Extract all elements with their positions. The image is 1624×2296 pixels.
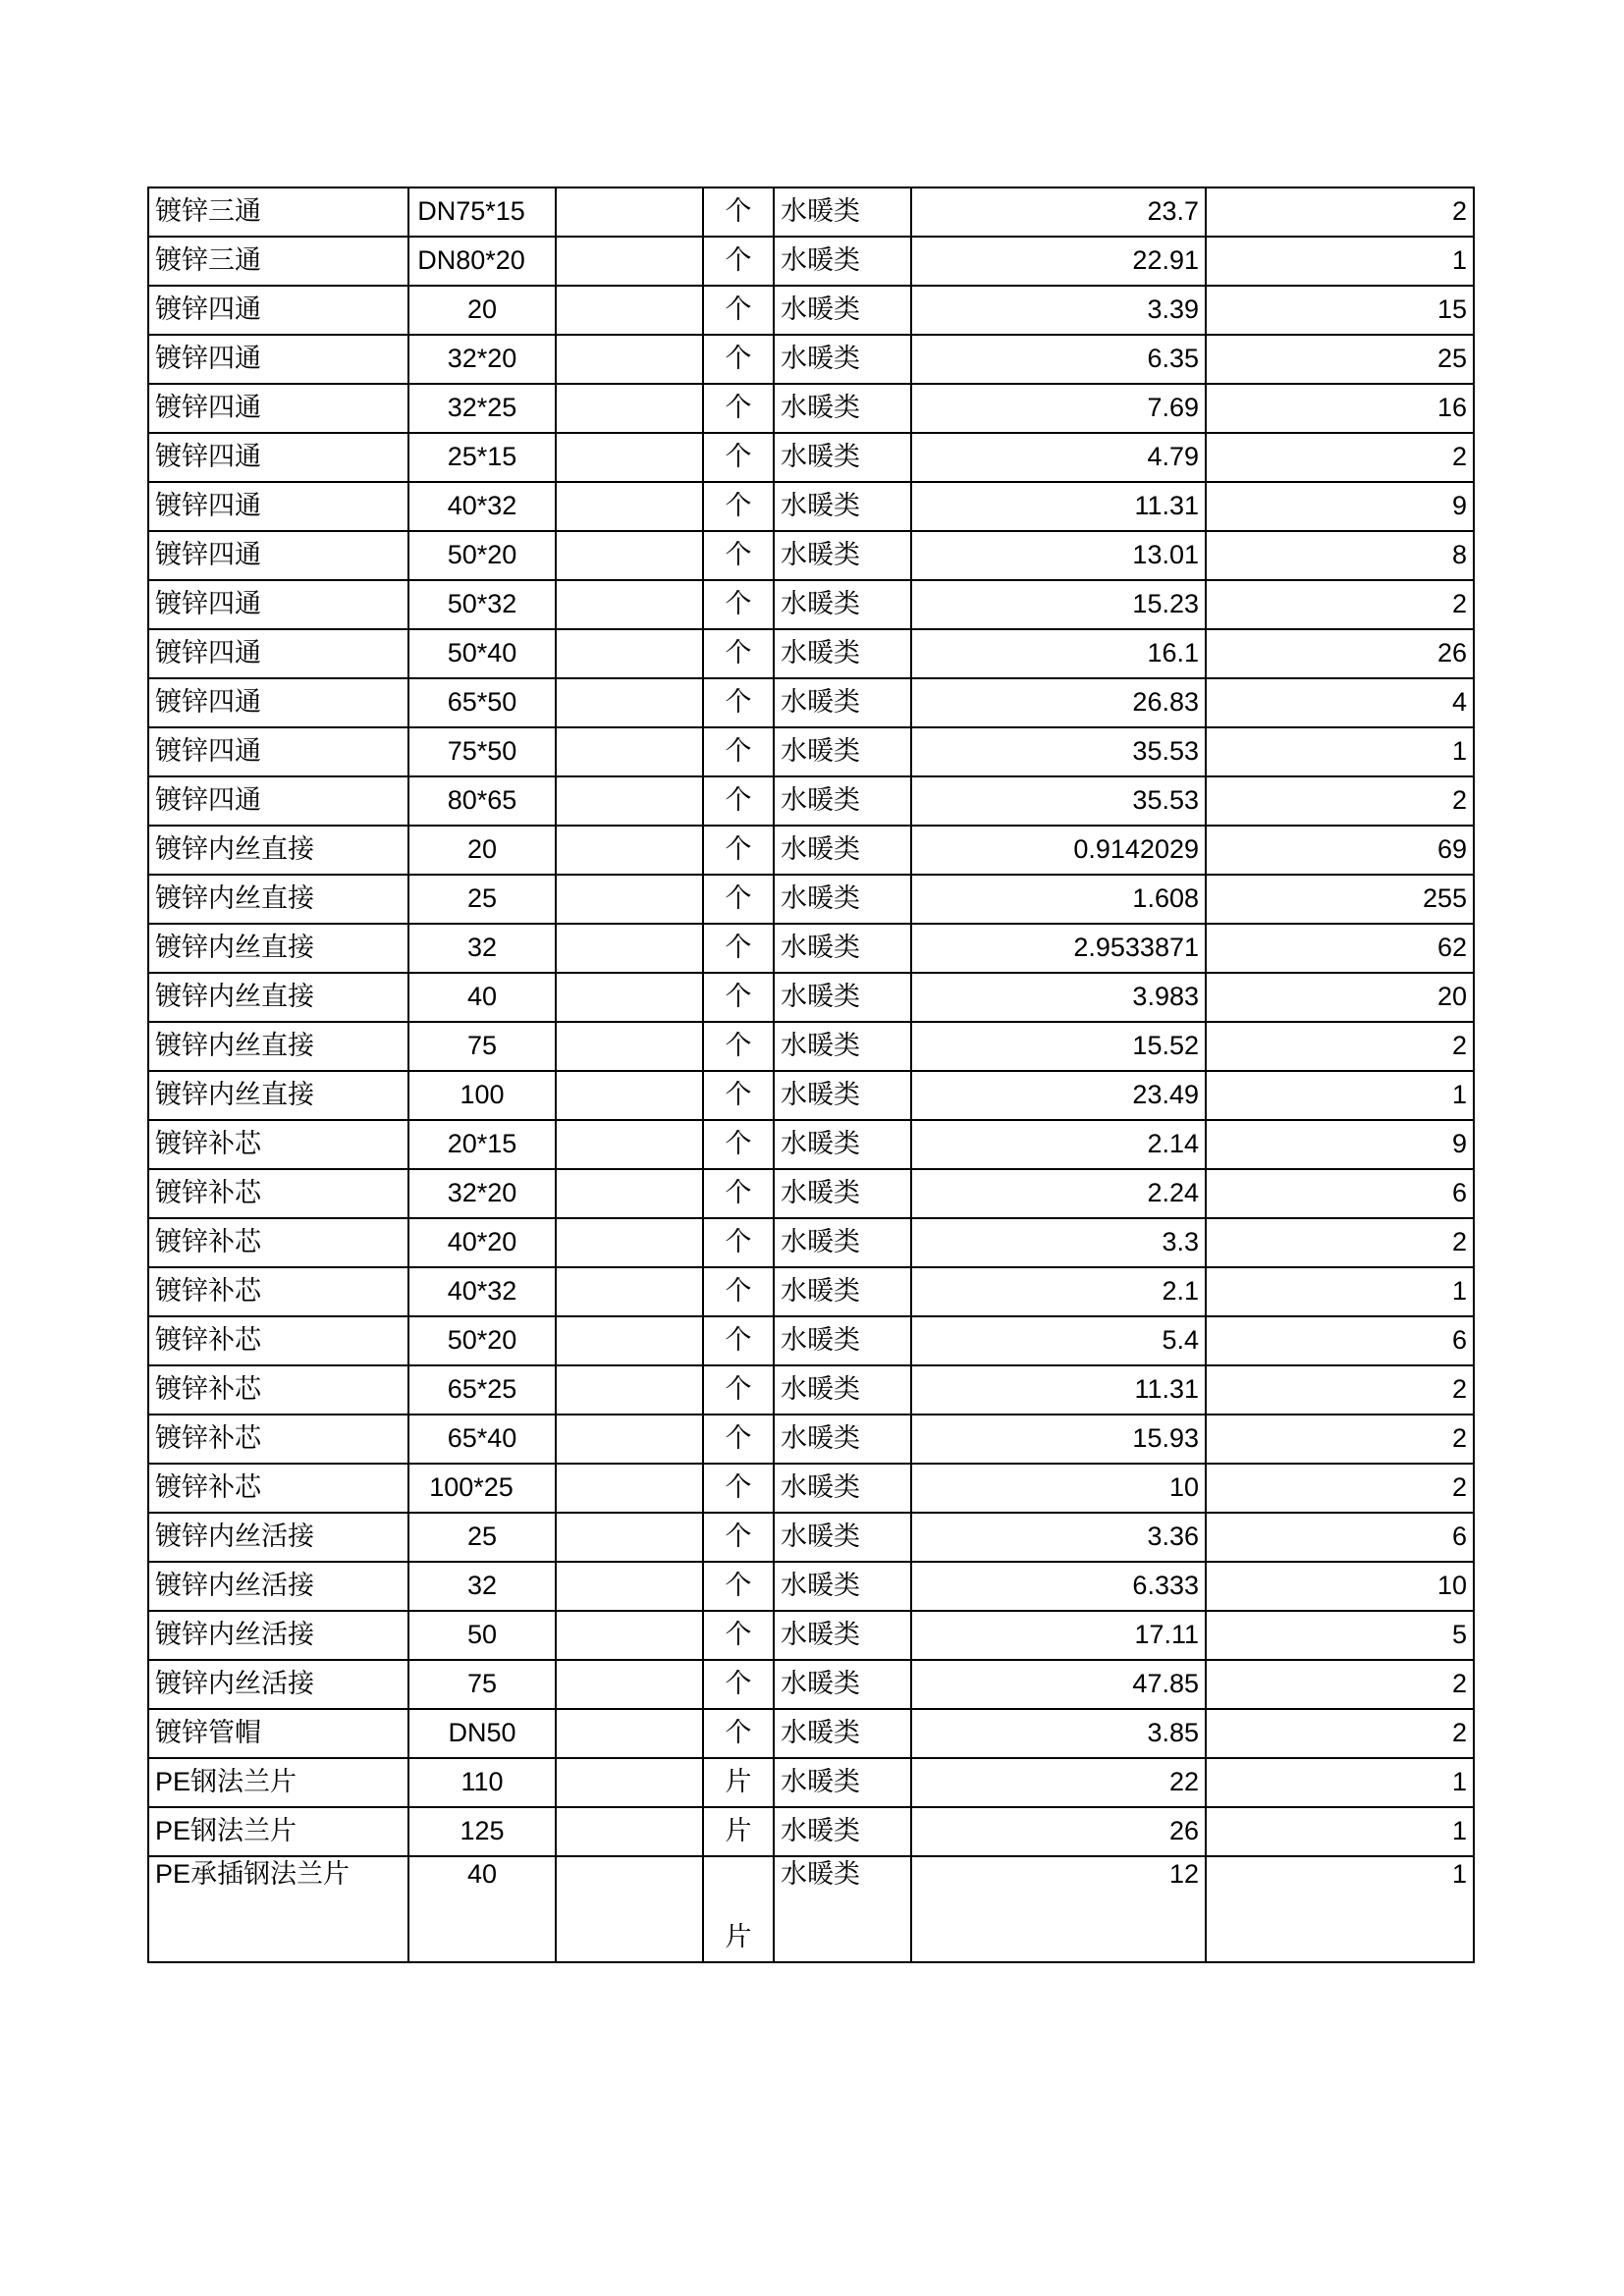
table-row: [148, 1856, 1474, 1962]
table-row: [148, 1415, 1474, 1464]
cell-item-name: 镀锌四通: [148, 629, 408, 678]
cell-specification-text: DN80*20: [417, 245, 525, 276]
cell-unit: 片: [703, 1758, 774, 1807]
cell-unit: 个: [703, 1415, 774, 1464]
cell-price: 22: [911, 1758, 1206, 1807]
cell-specification: 110: [408, 1758, 556, 1807]
cell-item-name: 镀锌补芯: [148, 1415, 408, 1464]
table-row: [148, 1660, 1474, 1709]
cell-quantity: 20: [1206, 973, 1474, 1022]
cell-price: 35.53: [911, 727, 1206, 776]
cell-blank: [556, 531, 703, 580]
cell-category: 水暖类: [774, 1218, 911, 1267]
table-row: [148, 482, 1474, 531]
cell-category: 水暖类: [774, 826, 911, 875]
cell-item-name: 镀锌三通: [148, 187, 408, 237]
cell-quantity: 1: [1206, 1071, 1474, 1120]
cell-category: 水暖类: [774, 1415, 911, 1464]
table-row: [148, 826, 1474, 875]
table-row: [148, 1267, 1474, 1316]
cell-quantity: 26: [1206, 629, 1474, 678]
cell-price: 22.91: [911, 237, 1206, 286]
cell-blank: [556, 1169, 703, 1218]
cell-category: 水暖类: [774, 482, 911, 531]
cell-category: 水暖类: [774, 776, 911, 826]
cell-item-name: 镀锌补芯: [148, 1169, 408, 1218]
cell-quantity: 2: [1206, 187, 1474, 237]
table-row: [148, 973, 1474, 1022]
table-row: [148, 1464, 1474, 1513]
cell-quantity: 6: [1206, 1513, 1474, 1562]
table-row: [148, 629, 1474, 678]
cell-price: 3.3: [911, 1218, 1206, 1267]
cell-blank: [556, 335, 703, 384]
cell-price: 3.36: [911, 1513, 1206, 1562]
cell-unit: 个: [703, 187, 774, 237]
cell-price: 3.85: [911, 1709, 1206, 1758]
cell-price: 2.14: [911, 1120, 1206, 1169]
cell-quantity: 9: [1206, 482, 1474, 531]
cell-specification: 80*65: [408, 776, 556, 826]
cell-specification: 32*25: [408, 384, 556, 433]
cell-specification: 40*32: [408, 482, 556, 531]
cell-unit: 个: [703, 580, 774, 629]
table-row: [148, 286, 1474, 335]
cell-unit: 个: [703, 1562, 774, 1611]
cell-item-name: PE承插钢法兰片: [148, 1856, 408, 1962]
cell-unit: 个: [703, 1660, 774, 1709]
cell-unit: 个: [703, 1218, 774, 1267]
cell-unit: 个: [703, 973, 774, 1022]
cell-specification: 75: [408, 1660, 556, 1709]
cell-quantity: 1: [1206, 1807, 1474, 1856]
cell-specification: 40*20: [408, 1218, 556, 1267]
cell-price: 0.9142029: [911, 826, 1206, 875]
cell-item-name: 镀锌内丝直接: [148, 826, 408, 875]
cell-unit: 个: [703, 875, 774, 924]
cell-quantity: 4: [1206, 678, 1474, 727]
cell-quantity: 1: [1206, 1267, 1474, 1316]
cell-category: 水暖类: [774, 580, 911, 629]
cell-category: 水暖类: [774, 973, 911, 1022]
cell-specification: 32*20: [408, 1169, 556, 1218]
cell-price: 26.83: [911, 678, 1206, 727]
cell-category: 水暖类: [774, 1660, 911, 1709]
cell-blank: [556, 580, 703, 629]
cell-blank: [556, 237, 703, 286]
table-row: [148, 1120, 1474, 1169]
table-row: [148, 1365, 1474, 1415]
cell-price: 15.23: [911, 580, 1206, 629]
cell-item-name: 镀锌内丝直接: [148, 924, 408, 973]
cell-price: 47.85: [911, 1660, 1206, 1709]
table-row: [148, 1758, 1474, 1807]
cell-item-name: 镀锌内丝活接: [148, 1611, 408, 1660]
cell-category: 水暖类: [774, 1120, 911, 1169]
cell-specification: 100: [408, 1071, 556, 1120]
cell-quantity: 2: [1206, 1022, 1474, 1071]
cell-quantity: 8: [1206, 531, 1474, 580]
cell-specification: 20*15: [408, 1120, 556, 1169]
cell-category: 水暖类: [774, 335, 911, 384]
cell-price: 2.9533871: [911, 924, 1206, 973]
cell-unit: 个: [703, 1513, 774, 1562]
cell-price: 26: [911, 1807, 1206, 1856]
cell-price: 23.49: [911, 1071, 1206, 1120]
cell-specification: [408, 1464, 556, 1513]
cell-item-name: 镀锌四通: [148, 727, 408, 776]
cell-price: 5.4: [911, 1316, 1206, 1365]
cell-item-name: 镀锌内丝活接: [148, 1562, 408, 1611]
inventory-table: [147, 187, 1475, 1963]
table-row: [148, 1218, 1474, 1267]
table-row: [148, 237, 1474, 286]
table-row: [148, 1513, 1474, 1562]
cell-category: 水暖类: [774, 1807, 911, 1856]
cell-blank: [556, 482, 703, 531]
cell-blank: [556, 1807, 703, 1856]
cell-item-name: 镀锌四通: [148, 286, 408, 335]
cell-item-name: 镀锌四通: [148, 482, 408, 531]
table-row: [148, 1022, 1474, 1071]
cell-specification: 50: [408, 1611, 556, 1660]
cell-blank: [556, 433, 703, 482]
cell-unit: 个: [703, 629, 774, 678]
cell-unit: 个: [703, 1464, 774, 1513]
cell-blank: [556, 1316, 703, 1365]
cell-quantity: 9: [1206, 1120, 1474, 1169]
cell-blank: [556, 629, 703, 678]
cell-blank: [556, 1120, 703, 1169]
cell-unit: 个: [703, 924, 774, 973]
cell-unit: 个: [703, 433, 774, 482]
cell-blank: [556, 1709, 703, 1758]
cell-item-name: 镀锌管帽: [148, 1709, 408, 1758]
cell-specification: [408, 237, 556, 286]
cell-specification: 20: [408, 286, 556, 335]
cell-specification: 75*50: [408, 727, 556, 776]
cell-quantity: 2: [1206, 1365, 1474, 1415]
cell-specification: 125: [408, 1807, 556, 1856]
cell-category: 水暖类: [774, 629, 911, 678]
cell-quantity: 2: [1206, 1709, 1474, 1758]
cell-specification: 65*25: [408, 1365, 556, 1415]
cell-item-name: 镀锌补芯: [148, 1316, 408, 1365]
cell-price: 6.333: [911, 1562, 1206, 1611]
cell-blank: [556, 1856, 703, 1962]
cell-blank: [556, 1218, 703, 1267]
cell-quantity: 6: [1206, 1169, 1474, 1218]
cell-quantity: 15: [1206, 286, 1474, 335]
cell-unit: 个: [703, 286, 774, 335]
cell-unit: 个: [703, 1365, 774, 1415]
cell-unit: 个: [703, 1611, 774, 1660]
cell-item-name: PE钢法兰片: [148, 1807, 408, 1856]
cell-category: 水暖类: [774, 237, 911, 286]
cell-quantity: 1: [1206, 237, 1474, 286]
cell-blank: [556, 826, 703, 875]
cell-blank: [556, 1562, 703, 1611]
cell-blank: [556, 1464, 703, 1513]
cell-specification-text: 100*25: [429, 1472, 514, 1503]
cell-specification-text: DN75*15: [417, 196, 525, 227]
cell-item-name: 镀锌补芯: [148, 1120, 408, 1169]
table-row: [148, 727, 1474, 776]
cell-specification: 32: [408, 924, 556, 973]
cell-specification: 40: [408, 1856, 556, 1962]
cell-item-name: PE钢法兰片: [148, 1758, 408, 1807]
cell-specification: 25: [408, 875, 556, 924]
cell-quantity: 2: [1206, 580, 1474, 629]
cell-unit: 个: [703, 384, 774, 433]
cell-blank: [556, 1071, 703, 1120]
table-row: [148, 384, 1474, 433]
cell-category: 水暖类: [774, 384, 911, 433]
cell-unit: 个: [703, 1316, 774, 1365]
cell-item-name: 镀锌四通: [148, 531, 408, 580]
cell-category: 水暖类: [774, 1022, 911, 1071]
cell-category: 水暖类: [774, 1071, 911, 1120]
cell-blank: [556, 286, 703, 335]
cell-quantity: 2: [1206, 776, 1474, 826]
table-row: [148, 1071, 1474, 1120]
cell-specification: 25: [408, 1513, 556, 1562]
cell-quantity: 2: [1206, 1660, 1474, 1709]
cell-item-name: 镀锌四通: [148, 384, 408, 433]
cell-item-name: 镀锌内丝活接: [148, 1660, 408, 1709]
table-row: [148, 1316, 1474, 1365]
cell-blank: [556, 924, 703, 973]
cell-specification: 75: [408, 1022, 556, 1071]
cell-price: 10: [911, 1464, 1206, 1513]
cell-price: 11.31: [911, 482, 1206, 531]
cell-specification: [408, 187, 556, 237]
cell-blank: [556, 973, 703, 1022]
cell-quantity: 2: [1206, 1464, 1474, 1513]
cell-unit: 个: [703, 776, 774, 826]
cell-category: 水暖类: [774, 187, 911, 237]
cell-blank: [556, 187, 703, 237]
cell-unit: 个: [703, 1267, 774, 1316]
cell-specification: 40: [408, 973, 556, 1022]
cell-quantity: 10: [1206, 1562, 1474, 1611]
cell-item-name: 镀锌四通: [148, 776, 408, 826]
cell-unit: 个: [703, 335, 774, 384]
cell-quantity: 1: [1206, 1856, 1474, 1962]
cell-quantity: 2: [1206, 1218, 1474, 1267]
inventory-table-container: [147, 187, 1473, 1963]
cell-blank: [556, 1758, 703, 1807]
cell-item-name: 镀锌四通: [148, 678, 408, 727]
cell-price: 11.31: [911, 1365, 1206, 1415]
cell-specification: 65*50: [408, 678, 556, 727]
cell-category: 水暖类: [774, 875, 911, 924]
cell-price: 15.52: [911, 1022, 1206, 1071]
cell-item-name: 镀锌内丝直接: [148, 1022, 408, 1071]
cell-price: 15.93: [911, 1415, 1206, 1464]
cell-unit: 片: [703, 1856, 774, 1962]
cell-category: 水暖类: [774, 1316, 911, 1365]
cell-category: 水暖类: [774, 678, 911, 727]
cell-item-name: 镀锌补芯: [148, 1464, 408, 1513]
cell-unit: 个: [703, 531, 774, 580]
cell-item-name: 镀锌四通: [148, 433, 408, 482]
cell-category: 水暖类: [774, 1464, 911, 1513]
table-row: [148, 1562, 1474, 1611]
cell-quantity: 1: [1206, 1758, 1474, 1807]
table-row: [148, 1709, 1474, 1758]
cell-specification: 40*32: [408, 1267, 556, 1316]
table-row: [148, 187, 1474, 237]
cell-price: 6.35: [911, 335, 1206, 384]
table-row: [148, 580, 1474, 629]
cell-category: 水暖类: [774, 727, 911, 776]
cell-item-name: 镀锌内丝直接: [148, 875, 408, 924]
cell-blank: [556, 1022, 703, 1071]
table-row: [148, 924, 1474, 973]
cell-category: 水暖类: [774, 1562, 911, 1611]
cell-quantity: 62: [1206, 924, 1474, 973]
cell-unit: 个: [703, 1709, 774, 1758]
cell-blank: [556, 1415, 703, 1464]
cell-quantity: 2: [1206, 1415, 1474, 1464]
cell-blank: [556, 1267, 703, 1316]
table-row: [148, 531, 1474, 580]
cell-item-name: 镀锌补芯: [148, 1218, 408, 1267]
cell-unit: 个: [703, 237, 774, 286]
cell-specification: 50*20: [408, 531, 556, 580]
cell-specification: 20: [408, 826, 556, 875]
cell-price: 7.69: [911, 384, 1206, 433]
cell-blank: [556, 678, 703, 727]
cell-item-name: 镀锌内丝直接: [148, 973, 408, 1022]
cell-price: 13.01: [911, 531, 1206, 580]
cell-category: 水暖类: [774, 1611, 911, 1660]
cell-specification: 50*32: [408, 580, 556, 629]
cell-quantity: 6: [1206, 1316, 1474, 1365]
cell-unit: 个: [703, 1022, 774, 1071]
cell-category: 水暖类: [774, 1709, 911, 1758]
cell-quantity: 255: [1206, 875, 1474, 924]
cell-item-name: 镀锌三通: [148, 237, 408, 286]
cell-quantity: 16: [1206, 384, 1474, 433]
table-row: [148, 1611, 1474, 1660]
cell-specification: 50*20: [408, 1316, 556, 1365]
cell-price: 12: [911, 1856, 1206, 1962]
cell-blank: [556, 1365, 703, 1415]
cell-category: 水暖类: [774, 1513, 911, 1562]
cell-category: 水暖类: [774, 1856, 911, 1962]
table-row: [148, 335, 1474, 384]
cell-specification: 50*40: [408, 629, 556, 678]
cell-item-name: 镀锌补芯: [148, 1267, 408, 1316]
cell-blank: [556, 1513, 703, 1562]
cell-item-name: 镀锌四通: [148, 580, 408, 629]
cell-specification: DN50: [408, 1709, 556, 1758]
cell-item-name: 镀锌补芯: [148, 1365, 408, 1415]
cell-category: 水暖类: [774, 531, 911, 580]
cell-category: 水暖类: [774, 1267, 911, 1316]
cell-unit: 片: [703, 1807, 774, 1856]
cell-specification: 32*20: [408, 335, 556, 384]
cell-category: 水暖类: [774, 433, 911, 482]
cell-blank: [556, 1660, 703, 1709]
cell-category: 水暖类: [774, 924, 911, 973]
cell-category: 水暖类: [774, 286, 911, 335]
cell-unit: 个: [703, 727, 774, 776]
cell-unit: 个: [703, 1169, 774, 1218]
cell-price: 23.7: [911, 187, 1206, 237]
cell-quantity: 5: [1206, 1611, 1474, 1660]
cell-specification: 65*40: [408, 1415, 556, 1464]
cell-quantity: 69: [1206, 826, 1474, 875]
table-row: [148, 1807, 1474, 1856]
cell-unit: 个: [703, 1120, 774, 1169]
cell-category: 水暖类: [774, 1169, 911, 1218]
cell-price: 2.24: [911, 1169, 1206, 1218]
cell-blank: [556, 727, 703, 776]
cell-unit: 个: [703, 678, 774, 727]
cell-price: 2.1: [911, 1267, 1206, 1316]
cell-category: 水暖类: [774, 1365, 911, 1415]
table-row: [148, 875, 1474, 924]
table-row: [148, 678, 1474, 727]
table-body: [148, 187, 1474, 1962]
cell-price: 1.608: [911, 875, 1206, 924]
cell-item-name: 镀锌四通: [148, 335, 408, 384]
table-row: [148, 1169, 1474, 1218]
cell-specification: 32: [408, 1562, 556, 1611]
cell-price: 17.11: [911, 1611, 1206, 1660]
cell-item-name: 镀锌内丝直接: [148, 1071, 408, 1120]
cell-price: 3.39: [911, 286, 1206, 335]
cell-blank: [556, 1611, 703, 1660]
cell-quantity: 2: [1206, 433, 1474, 482]
table-row: [148, 433, 1474, 482]
cell-price: 4.79: [911, 433, 1206, 482]
cell-blank: [556, 776, 703, 826]
cell-item-name: 镀锌内丝活接: [148, 1513, 408, 1562]
cell-blank: [556, 875, 703, 924]
cell-quantity: 1: [1206, 727, 1474, 776]
table-row: [148, 776, 1474, 826]
cell-price: 35.53: [911, 776, 1206, 826]
cell-price: 3.983: [911, 973, 1206, 1022]
cell-category: 水暖类: [774, 1758, 911, 1807]
cell-specification: 25*15: [408, 433, 556, 482]
cell-unit: 个: [703, 826, 774, 875]
cell-price: 16.1: [911, 629, 1206, 678]
cell-blank: [556, 384, 703, 433]
cell-quantity: 25: [1206, 335, 1474, 384]
cell-unit: 个: [703, 1071, 774, 1120]
cell-unit: 个: [703, 482, 774, 531]
